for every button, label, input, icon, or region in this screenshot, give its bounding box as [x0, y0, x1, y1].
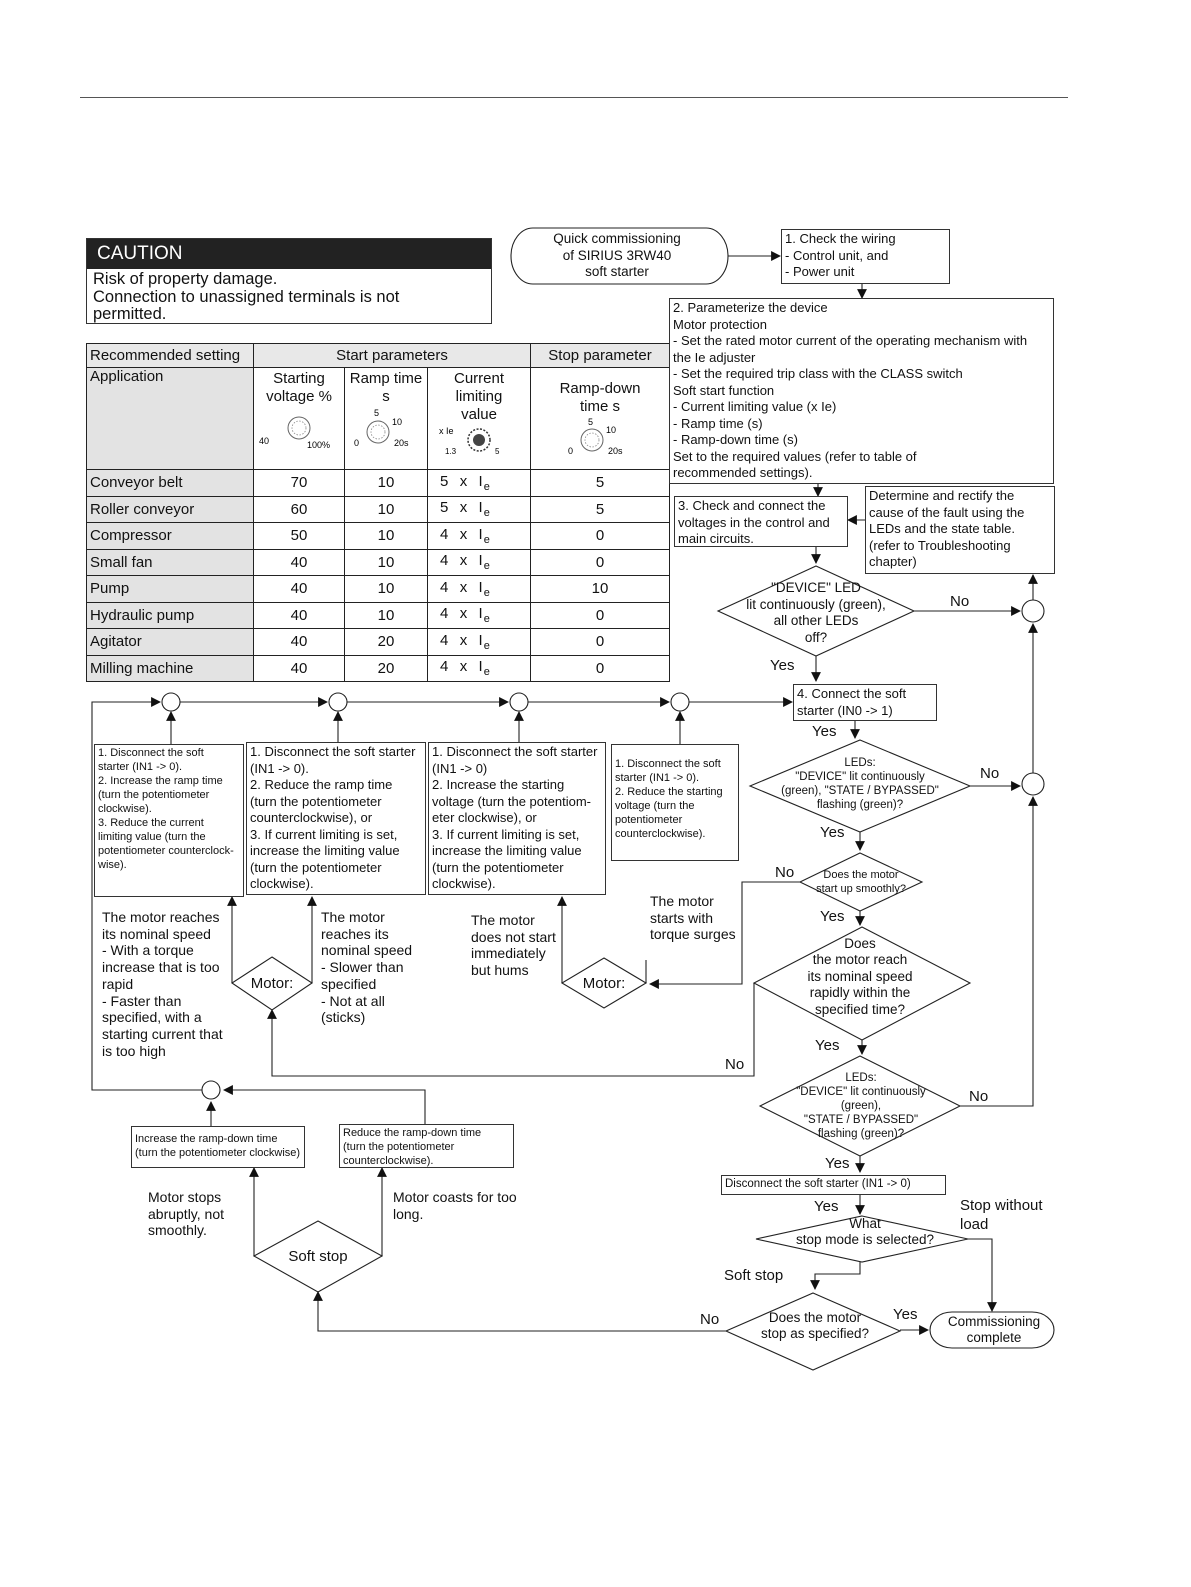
row-voltage: 60 — [254, 496, 345, 523]
nominal-text: Does the motor reach its nominal speed rapidly within the specified time? — [807, 935, 913, 1017]
current-value: 4 — [440, 525, 450, 543]
i-symbol: I — [478, 525, 484, 543]
row-application: Agitator — [87, 629, 254, 656]
junction-d — [671, 693, 689, 711]
e-subscript: e — [483, 533, 491, 546]
row-ramp: 20 — [345, 629, 428, 656]
junction-fault-upper — [1022, 600, 1044, 622]
x-symbol: x — [459, 631, 469, 649]
row-ramp: 10 — [345, 602, 428, 629]
step1-check-wiring: 1. Check the wiring - Control unit, and - Power unit — [781, 229, 950, 284]
start-label: Quick commissioning of SIRIUS 3RW40 soft starter — [553, 231, 681, 280]
remedy-a: 1. Disconnect the soft starter (IN1 -> 0). 2. Increase the ramp time (turn the potentiometer clockwise). 3. Reduce the current limiting value (turn the potentiometer counterclock- wise). — [94, 744, 244, 897]
e-subscript: e — [483, 613, 491, 626]
start-parameters-header: Start parameters — [254, 344, 531, 368]
label-yes-leds1: Yes — [820, 824, 845, 841]
current-dial-max: 5 — [495, 447, 500, 456]
current-dial-label: x Ie — [439, 426, 454, 436]
row-application: Milling machine — [87, 655, 254, 682]
i-symbol: I — [478, 605, 484, 623]
label-yes-nominal: Yes — [815, 1037, 840, 1054]
label-no-nominal: No — [725, 1056, 745, 1073]
row-ramp: 10 — [345, 523, 428, 550]
case-slower: The motor reaches its nominal speed - Slower than specified - Not at all (sticks) — [321, 909, 413, 1026]
label-yes-stopspec: Yes — [893, 1306, 918, 1323]
voltage-label: Starting voltage % — [266, 370, 332, 405]
x-symbol: x — [459, 658, 469, 676]
label-no-leds1: No — [980, 765, 1000, 782]
current-label: Current limiting value — [453, 370, 505, 423]
remedy-c: 1. Disconnect the soft starter (IN1 -> 0) 2. Increase the starting voltage (turn the potentiom- eter clockwise), or 3. If current limiting is set, increase the limiting value (turn the potentiometer clockwise). — [428, 742, 606, 895]
row-voltage: 50 — [254, 523, 345, 550]
voltage-dial-min: 40 — [259, 436, 270, 446]
e-subscript: e — [483, 586, 491, 599]
smooth-text: Does the motor start up smoothly? — [816, 869, 906, 895]
junction-c — [510, 693, 528, 711]
e-subscript: e — [483, 480, 491, 493]
row-rampdown: 0 — [531, 602, 670, 629]
ramp-dial-max: 20s — [394, 438, 409, 448]
row-voltage: 40 — [254, 549, 345, 576]
x-symbol: x — [459, 552, 469, 570]
motor-coasts: Motor coasts for too long. — [393, 1189, 517, 1222]
row-rampdown: 5 — [531, 496, 670, 523]
row-voltage: 40 — [254, 602, 345, 629]
current-value: 4 — [440, 552, 450, 570]
row-voltage: 40 — [254, 629, 345, 656]
label-yes-smooth: Yes — [820, 908, 845, 925]
stop-parameter-header: Stop parameter — [531, 344, 670, 368]
voltage-dial-max: 100% — [307, 440, 331, 448]
row-application: Roller conveyor — [87, 496, 254, 523]
case-surges: The motor starts with torque surges — [650, 893, 736, 943]
stop-without-load: Stop without load — [960, 1197, 1043, 1233]
junction-a — [162, 693, 180, 711]
row-voltage: 40 — [254, 576, 345, 603]
x-symbol: x — [459, 578, 469, 596]
application-label: Application — [90, 368, 164, 385]
remedy-d: 1. Disconnect the soft starter (IN1 -> 0). 2. Reduce the starting voltage (turn the potentiometer counterclockwise). — [611, 744, 739, 861]
remedy-b: 1. Disconnect the soft starter (IN1 -> 0). 2. Reduce the ramp time (turn the potentiometer counterclockwise), or 3. If current limiting is set, increase the limiting value (turn the potentiometer clockwise). — [246, 742, 426, 895]
motor-label-2: Motor: — [582, 974, 626, 992]
junction-b — [329, 693, 347, 711]
row-ramp: 10 — [345, 549, 428, 576]
rampdown-dial-min: 0 — [568, 446, 574, 456]
rampdown-reduce: Reduce the ramp-down time (turn the potentiometer counterclockwise). — [339, 1124, 514, 1168]
current-value: 4 — [440, 605, 450, 623]
row-application: Pump — [87, 576, 254, 603]
i-symbol: I — [478, 472, 484, 490]
row-voltage: 70 — [254, 470, 345, 497]
label-yes-leds2: Yes — [825, 1155, 850, 1172]
label-no-smooth: No — [775, 864, 795, 881]
fault-rectify: Determine and rectify the cause of the fault using the LEDs and the state table. (refer to Troubleshooting chapter) — [865, 486, 1055, 574]
caution-title: CAUTION — [87, 239, 491, 269]
x-symbol: x — [459, 605, 469, 623]
row-voltage: 40 — [254, 655, 345, 682]
rampdown-increase: Increase the ramp-down time (turn the potentiometer clockwise) — [131, 1126, 305, 1168]
row-application: Conveyor belt — [87, 470, 254, 497]
disconnect-box: Disconnect the soft starter (IN1 -> 0) — [721, 1175, 946, 1195]
step4-connect: 4. Connect the soft starter (IN0 -> 1) — [793, 684, 937, 721]
row-rampdown: 0 — [531, 523, 670, 550]
e-subscript: e — [483, 639, 491, 652]
i-symbol: I — [478, 658, 484, 676]
ramp-dial-mid: 5 — [374, 408, 380, 418]
stopmode-text: What stop mode is selected? — [795, 1215, 935, 1247]
i-symbol: I — [478, 552, 484, 570]
ramp-label: Ramp time s — [349, 370, 423, 405]
case-too-rapid: The motor reaches its nominal speed - With a torque increase that is too rapid - Faster than specified, with a starting current that is too high — [102, 909, 223, 1059]
leds2-text: LEDs: "DEVICE" lit continuously (green), "STATE / BYPASSED" flashing (green)? — [796, 1072, 926, 1140]
i-symbol: I — [478, 499, 484, 517]
step2-parameterize: 2. Parameterize the device Motor protection - Set the rated motor current of the operating mechanism with the Ie adjuster - Set the required trip class with the CLASS switch Soft start function - Current limiting value (x Ie) - Ramp time (s) - Ramp-down time (s) Set to the required values (refer to table of recommended settings). — [669, 298, 1054, 484]
row-rampdown: 5 — [531, 470, 670, 497]
motor-label-1: Motor: — [250, 974, 294, 992]
junction-rampdown — [202, 1081, 220, 1099]
rampdown-dial-hi: 10 — [606, 425, 617, 435]
x-symbol: x — [459, 499, 469, 517]
row-ramp: 20 — [345, 655, 428, 682]
label-yes-device: Yes — [770, 657, 795, 674]
i-symbol: I — [478, 578, 484, 596]
table-corner-header: Recommended setting — [87, 344, 254, 368]
label-no-device: No — [950, 593, 970, 610]
motor-abrupt: Motor stops abruptly, not smoothly. — [148, 1189, 225, 1239]
label-no-stopspec: No — [700, 1311, 720, 1328]
label-no-leds2: No — [969, 1088, 989, 1105]
current-value: 5 — [440, 499, 450, 517]
e-subscript: e — [483, 666, 491, 679]
device-led-text: "DEVICE" LED lit continuously (green), all other LEDs off? — [746, 580, 886, 645]
ramp-dial-min: 0 — [354, 438, 360, 448]
e-subscript: e — [483, 507, 491, 520]
current-value: 4 — [440, 658, 450, 676]
x-symbol: x — [459, 472, 469, 490]
leds1-text: LEDs: "DEVICE" lit continuously (green), "STATE / BYPASSED" flashing (green)? — [781, 757, 939, 811]
complete-text: Commissioning complete — [947, 1313, 1041, 1345]
rampdown-dial-mid: 5 — [588, 417, 594, 427]
e-subscript: e — [483, 560, 491, 573]
row-rampdown: 10 — [531, 576, 670, 603]
label-yes-stopmode: Yes — [814, 1198, 839, 1215]
junction-fault-lower — [1022, 773, 1044, 795]
row-rampdown: 0 — [531, 549, 670, 576]
row-ramp: 10 — [345, 576, 428, 603]
rampdown-dial-max: 20s — [608, 446, 623, 456]
row-ramp: 10 — [345, 470, 428, 497]
row-rampdown: 0 — [531, 655, 670, 682]
label-yes-step4: Yes — [812, 723, 837, 740]
current-dial-min: 1.3 — [445, 447, 457, 456]
current-value: 4 — [440, 631, 450, 649]
x-symbol: x — [459, 525, 469, 543]
case-hums: The motor does not start immediately but hums — [471, 912, 556, 979]
stopspec-text: Does the motor stop as specified? — [760, 1309, 870, 1341]
row-ramp: 10 — [345, 496, 428, 523]
row-application: Hydraulic pump — [87, 602, 254, 629]
soft-stop-diamond-text: Soft stop — [288, 1247, 348, 1265]
ramp-dial-hi: 10 — [392, 417, 403, 427]
current-value: 4 — [440, 578, 450, 596]
row-rampdown: 0 — [531, 629, 670, 656]
soft-stop-label: Soft stop — [724, 1267, 784, 1284]
current-value: 5 — [440, 472, 450, 490]
step3-check-voltages: 3. Check and connect the voltages in the control and main circuits. — [674, 496, 848, 547]
caution-text: Risk of property damage. Connection to unassigned terminals is not permitted. — [93, 270, 400, 323]
row-application: Small fan — [87, 549, 254, 576]
i-symbol: I — [478, 631, 484, 649]
row-application: Compressor — [87, 523, 254, 550]
rampdown-label: Ramp-down time s — [559, 380, 641, 415]
